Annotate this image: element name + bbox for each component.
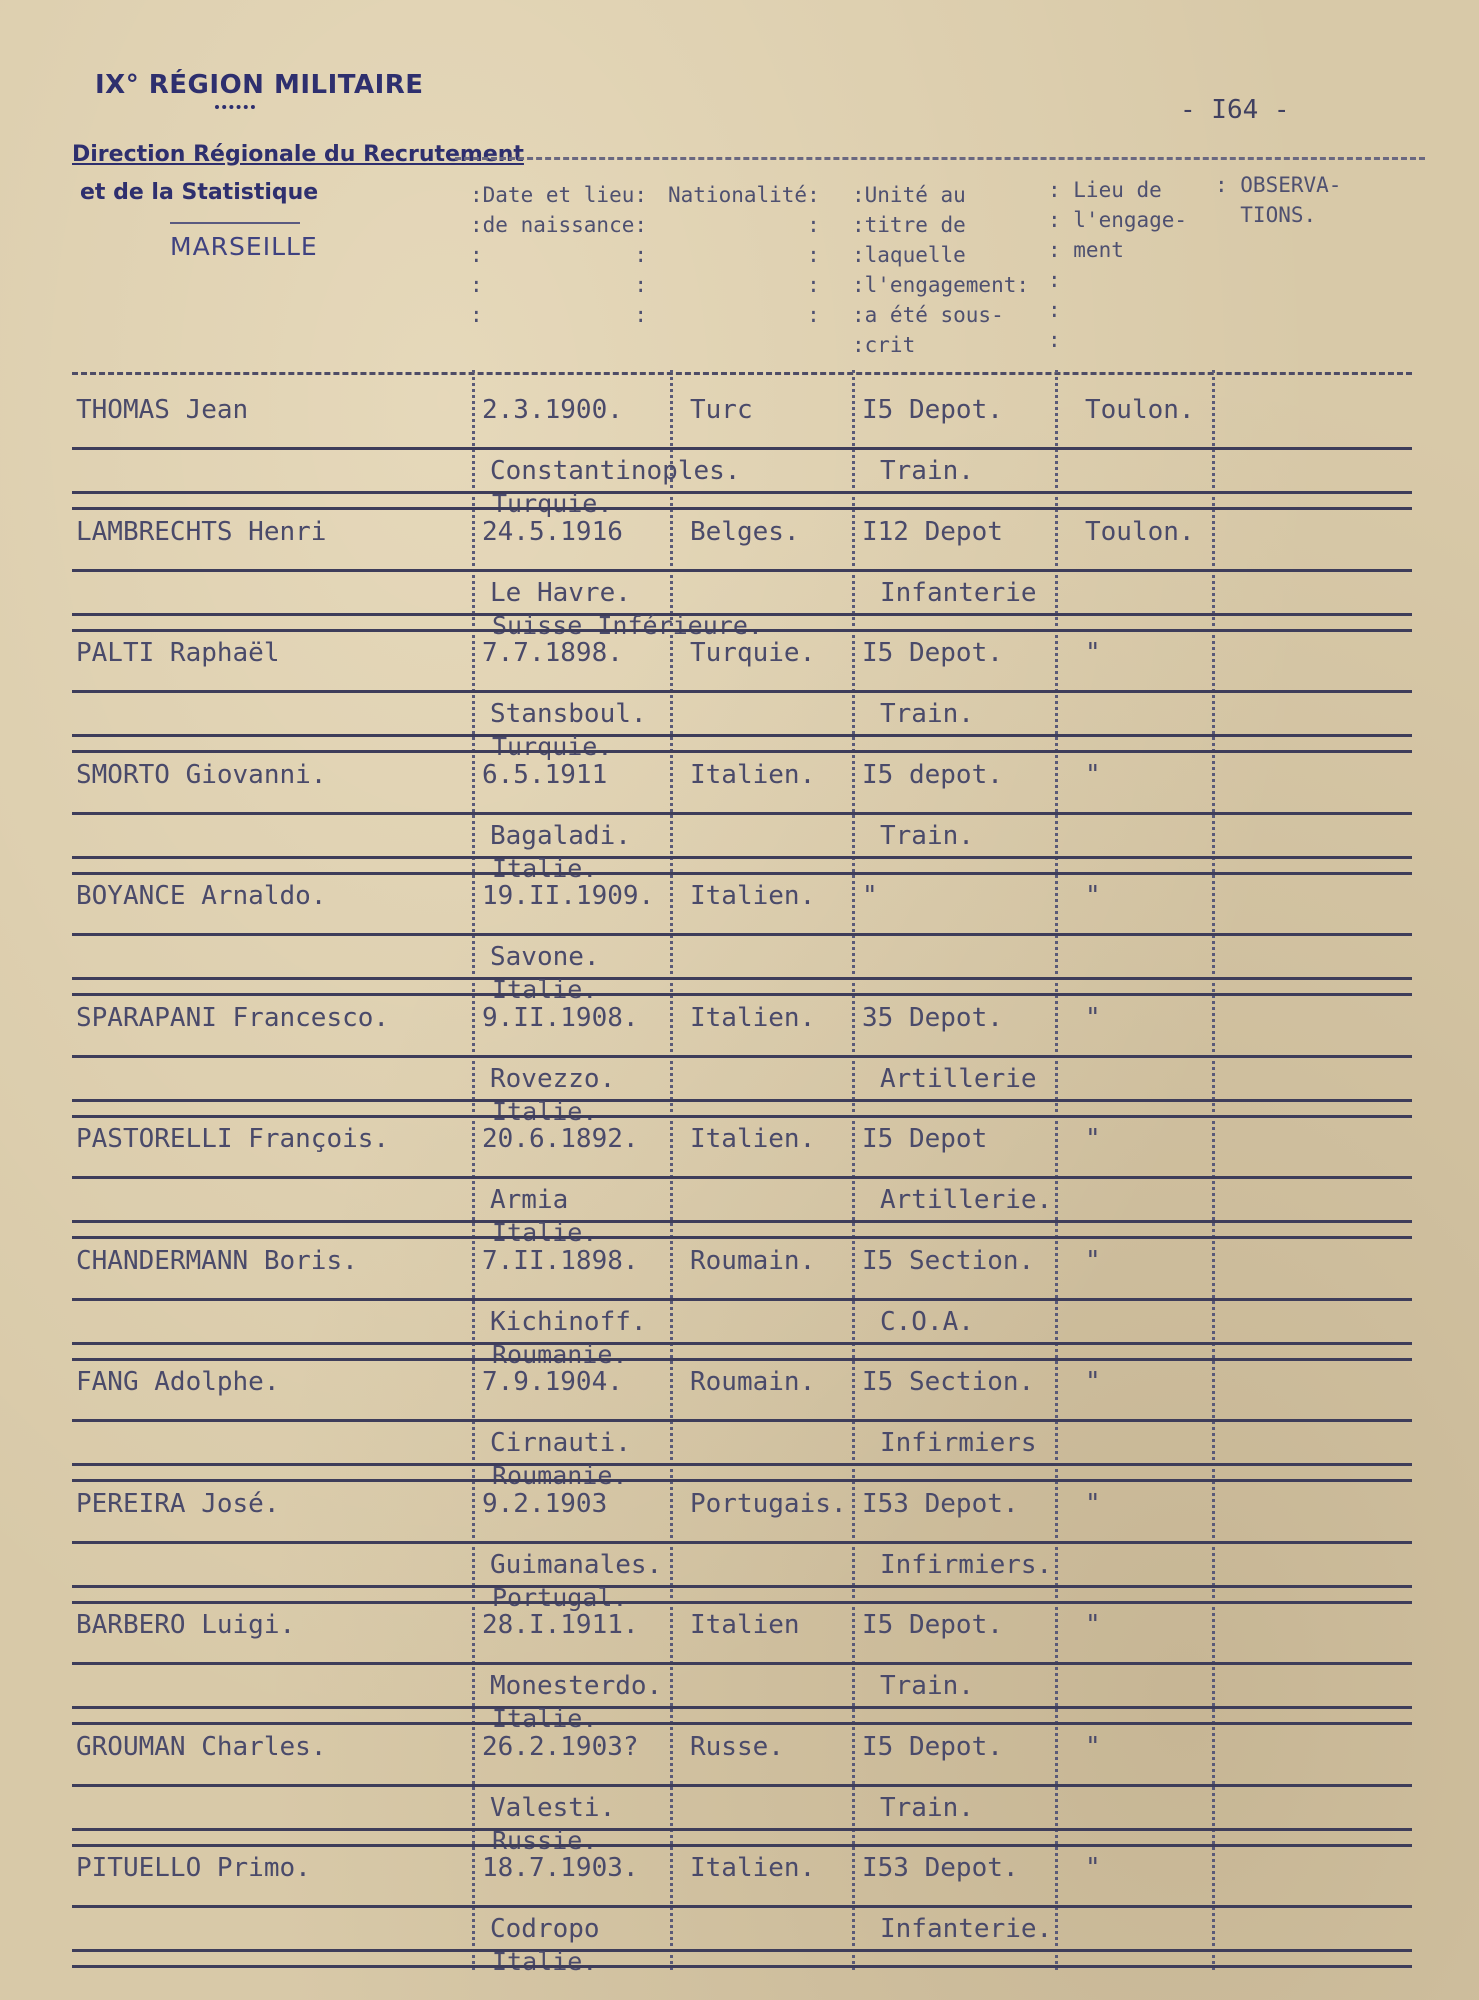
record-unit: I5 Depot.: [862, 1731, 1003, 1762]
column-separator: [1055, 370, 1058, 1970]
record-birthplace: Monesterdo.: [490, 1671, 663, 1701]
header-divider: [170, 222, 300, 224]
row-divider: [72, 977, 1412, 980]
row-divider: [72, 1358, 1412, 1361]
record-nationality: Italien.: [690, 1124, 816, 1154]
header-bottom-rule: [72, 372, 1412, 375]
record-place: ": [1085, 1002, 1101, 1033]
record-birth-date: 7.7.1898.: [482, 638, 623, 668]
record-nationality: Russe.: [690, 1731, 784, 1762]
row-divider: [72, 1479, 1412, 1482]
row-divider: [72, 1055, 1412, 1058]
record-birth-country: Italie.: [492, 1218, 598, 1247]
record-unit: I5 Section.: [862, 1245, 1035, 1276]
record-unit-branch: Train.: [880, 699, 974, 729]
record-birth-date: 9.II.1908.: [482, 1002, 639, 1033]
row-divider: [72, 1176, 1412, 1179]
record-unit: I5 Section.: [862, 1367, 1035, 1397]
row-divider: [72, 569, 1412, 572]
row-divider: [72, 1342, 1412, 1345]
row-divider: [72, 1601, 1412, 1604]
record-birth-date: 19.II.1909.: [482, 881, 655, 911]
record-unit: I5 Depot.: [862, 395, 1003, 425]
record-unit-branch: Train.: [880, 1671, 974, 1701]
record-place: ": [1085, 881, 1101, 911]
row-divider: [72, 1298, 1412, 1301]
record-unit-branch: Infanterie: [880, 577, 1037, 608]
record-birthplace: Valesti.: [490, 1792, 616, 1823]
record-name: BOYANCE Arnaldo.: [76, 881, 327, 911]
record-birth-country: Turquie.: [492, 732, 613, 761]
column-header-birth: :Date et lieu: :de naissance: : : : : : :: [470, 183, 648, 327]
record-unit: I5 Depot.: [862, 1610, 1003, 1640]
record-birthplace: Guimanales.: [490, 1549, 663, 1580]
record-unit-branch: Infirmiers: [880, 1428, 1037, 1458]
record-birthplace: Armia: [490, 1185, 569, 1215]
city-header: MARSEILLE: [170, 232, 318, 261]
column-separator: [852, 370, 855, 1970]
record-place: ": [1085, 1731, 1101, 1762]
row-divider: [72, 1463, 1412, 1466]
record-place: ": [1085, 1367, 1101, 1397]
record-birth-date: 9.2.1903: [482, 1488, 608, 1519]
row-divider: [72, 1220, 1412, 1223]
record-birth-date: 24.5.1916: [482, 516, 623, 547]
record-nationality: Italien.: [690, 1002, 816, 1033]
record-nationality: Roumain.: [690, 1245, 816, 1276]
record-nationality: Italien: [690, 1610, 800, 1640]
record-birth-country: Turquie.: [492, 489, 613, 518]
column-header-unit: :Unité au :titre de :laquelle :l'engagement: :a été sous- :crit: [852, 183, 1030, 357]
record-place: ": [1085, 1488, 1101, 1519]
record-birth-country: Italie.: [492, 853, 598, 883]
record-unit-branch: Infirmiers.: [880, 1549, 1053, 1580]
column-header-place: : Lieu de : l'engage- : ment : : :: [1048, 178, 1188, 352]
record-nationality: Roumain.: [690, 1367, 816, 1397]
record-name: PEREIRA José.: [76, 1488, 280, 1519]
page-number: - I64 -: [1180, 95, 1290, 125]
row-divider: [72, 1844, 1412, 1847]
record-unit-branch: Train.: [880, 820, 974, 851]
row-divider: [72, 1905, 1412, 1908]
row-divider: [72, 734, 1412, 737]
record-birth-date: 6.5.1911: [482, 759, 608, 790]
row-divider: [72, 1722, 1412, 1725]
record-birth-country: Roumanie.: [492, 1339, 628, 1369]
record-birthplace: Kichinoff.: [490, 1306, 647, 1337]
record-birth-country: Italie.: [492, 1947, 598, 1976]
row-divider: [72, 1099, 1412, 1102]
row-divider: [72, 629, 1412, 632]
record-unit-branch: C.O.A.: [880, 1306, 974, 1337]
record-place: ": [1085, 759, 1101, 790]
column-header-nationality: Nationalité: : : : :: [668, 183, 820, 327]
row-divider: [72, 933, 1412, 936]
row-divider: [72, 750, 1412, 753]
record-birthplace: Rovezzo.: [490, 1063, 616, 1094]
column-header-observations: : OBSERVA- TIONS.: [1215, 173, 1342, 227]
row-divider: [72, 993, 1412, 996]
row-divider: [72, 812, 1412, 815]
record-unit-branch: Train.: [880, 456, 974, 486]
record-birthplace: Stansboul.: [490, 699, 647, 729]
row-divider: [72, 1949, 1412, 1952]
record-unit: I5 Depot.: [862, 638, 1003, 668]
column-separator: [1212, 370, 1215, 1970]
record-nationality: Italien.: [690, 1853, 816, 1883]
row-divider: [72, 1784, 1412, 1787]
row-divider: [72, 1541, 1412, 1544]
record-nationality: Belges.: [690, 516, 800, 547]
record-birthplace: Bagaladi.: [490, 820, 631, 851]
row-divider: [72, 1662, 1412, 1665]
row-divider: [72, 1828, 1412, 1831]
record-name: PASTORELLI François.: [76, 1124, 390, 1154]
column-separator: [472, 370, 475, 1970]
record-nationality: Turquie.: [690, 638, 816, 668]
record-place: Toulon.: [1085, 395, 1195, 425]
direction-header: Direction Régionale du Recrutement: [72, 142, 524, 167]
region-header: IX° RÉGION MILITAIRE: [95, 70, 424, 100]
header-top-rule: [455, 157, 1425, 160]
record-name: BARBERO Luigi.: [76, 1610, 296, 1640]
record-name: SMORTO Giovanni.: [76, 759, 327, 790]
record-birth-date: 7.II.1898.: [482, 1245, 639, 1276]
row-divider: [72, 856, 1412, 859]
record-birth-country: Russie.: [492, 1825, 598, 1855]
row-divider: [72, 447, 1412, 450]
record-name: SPARAPANI Francesco.: [76, 1002, 390, 1033]
record-place: ": [1085, 638, 1101, 668]
record-birth-date: 26.2.1903?: [482, 1731, 639, 1762]
record-unit: I5 depot.: [862, 759, 1003, 790]
row-divider: [72, 1585, 1412, 1588]
record-place: Toulon.: [1085, 516, 1195, 547]
record-unit-branch: Train.: [880, 1792, 974, 1823]
record-unit: I53 Depot.: [862, 1853, 1019, 1883]
record-unit: I53 Depot.: [862, 1488, 1019, 1519]
record-name: THOMAS Jean: [76, 395, 249, 425]
record-unit-branch: Artillerie.: [880, 1185, 1053, 1215]
record-birth-country: Italie.: [492, 1704, 598, 1733]
row-divider: [72, 1115, 1412, 1118]
record-name: PALTI Raphaël: [76, 638, 280, 668]
record-unit: 35 Depot.: [862, 1002, 1003, 1033]
record-unit-branch: Artillerie: [880, 1063, 1037, 1094]
record-birth-country: Italie.: [492, 975, 598, 1004]
record-place: ": [1085, 1610, 1101, 1640]
record-unit: I12 Depot: [862, 516, 1003, 547]
record-birthplace: Le Havre.: [490, 577, 631, 608]
record-birth-date: 20.6.1892.: [482, 1124, 639, 1154]
service-header: et de la Statistique: [80, 180, 319, 205]
row-divider: [72, 1236, 1412, 1239]
record-name: CHANDERMANN Boris.: [76, 1245, 358, 1276]
record-birth-date: 7.9.1904.: [482, 1367, 623, 1397]
row-divider: [72, 507, 1412, 510]
record-name: PITUELLO Primo.: [76, 1853, 311, 1883]
record-place: ": [1085, 1245, 1101, 1276]
record-nationality: Portugais.: [690, 1488, 847, 1519]
row-divider: [72, 1965, 1412, 1968]
record-birth-date: 2.3.1900.: [482, 395, 623, 425]
row-divider: [72, 872, 1412, 875]
record-name: FANG Adolphe.: [76, 1367, 280, 1397]
row-divider: [72, 491, 1412, 494]
record-nationality: Turc: [690, 395, 753, 425]
row-divider: [72, 690, 1412, 693]
record-unit: I5 Depot: [862, 1124, 988, 1154]
record-name: LAMBRECHTS Henri: [76, 516, 327, 547]
row-divider: [72, 1419, 1412, 1422]
region-underline: [215, 105, 255, 109]
record-birth-country: Roumanie.: [492, 1461, 628, 1490]
record-birth-date: 18.7.1903.: [482, 1853, 639, 1883]
record-birthplace: Constantinoples.: [490, 456, 741, 486]
row-divider: [72, 1706, 1412, 1709]
record-birth-country: Portugal.: [492, 1582, 628, 1612]
record-birth-country: Suisse Inférieure.: [492, 610, 763, 640]
record-birthplace: Cirnauti.: [490, 1428, 631, 1458]
record-place: ": [1085, 1124, 1101, 1154]
record-unit-branch: Infanterie.: [880, 1914, 1053, 1944]
record-unit: ": [862, 881, 878, 911]
record-nationality: Italien.: [690, 881, 816, 911]
record-place: ": [1085, 1853, 1101, 1883]
record-birth-date: 28.I.1911.: [482, 1610, 639, 1640]
record-nationality: Italien.: [690, 759, 816, 790]
record-birthplace: Savone.: [490, 942, 600, 972]
record-birth-country: Italie.: [492, 1096, 598, 1126]
record-birthplace: Codropo: [490, 1914, 600, 1944]
record-name: GROUMAN Charles.: [76, 1731, 327, 1762]
